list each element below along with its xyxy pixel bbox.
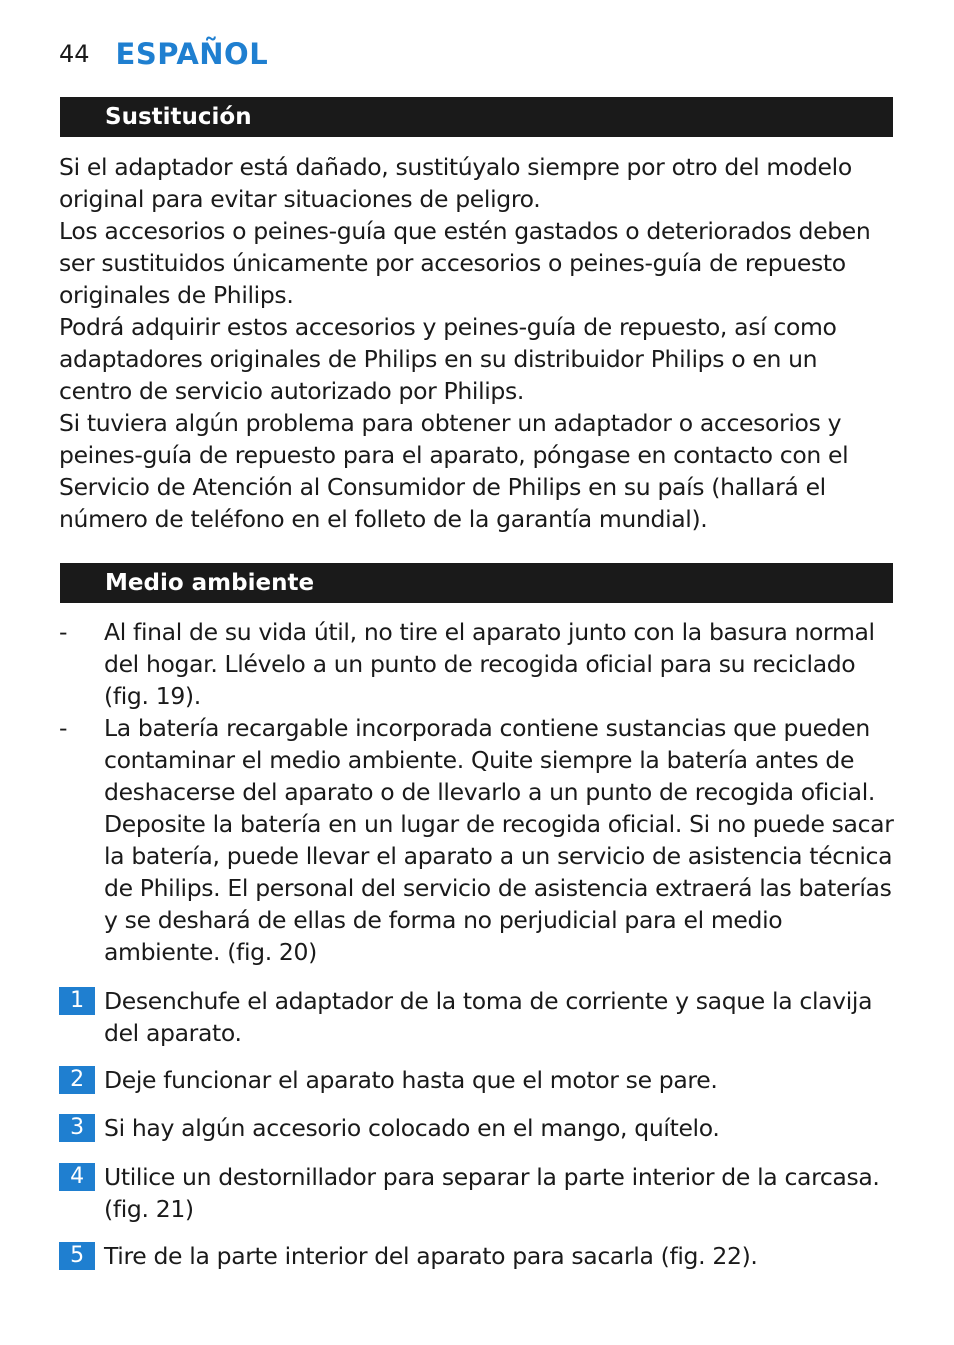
bullet-text: La batería recargable incorporada contiene sustancias que pueden contaminar el medio ambiente. Quite siempre la batería antes de deshacerse del aparato o de llevarlo a un punto de recogida oficial. Deposite la batería en un lugar de recogida oficial. Si no puede sacar la batería, puede llevar el aparato a un servicio de asistencia técnica de Philips. El personal del servicio de asistencia extraerá las baterías y se deshará de ellas de forma no perjudicial para el medio ambiente. (fig. 20)	[104, 714, 894, 966]
sustitucion-body	[59, 151, 897, 535]
step-text: Desenchufe el adaptador de la toma de corriente y saque la clavija del aparato.	[104, 987, 873, 1047]
language-heading: ESPAÑOL	[115, 37, 269, 71]
environment-bullet-list	[59, 616, 899, 968]
page-header	[59, 34, 268, 74]
list-item	[59, 616, 899, 712]
bullet-text: Al final de su vida útil, no tire el aparato junto con la basura normal del hogar. Llévelo a un punto de recogida oficial para su reciclado (fig. 19).	[104, 618, 875, 710]
step-5	[59, 1240, 899, 1272]
step-2	[59, 1064, 899, 1096]
step-number-badge: 2	[59, 1066, 95, 1094]
section-title-medio-ambiente: Medio ambiente	[60, 563, 893, 603]
step-text: Utilice un destornillador para separar la parte interior de la carcasa. (fig. 21)	[104, 1163, 880, 1223]
step-number-badge: 4	[59, 1163, 95, 1191]
paragraph: Los accesorios o peines-guía que estén gastados o deteriorados deben ser sustituidos únicamente por accesorios o peines-guía de repuesto originales de Philips.	[59, 217, 871, 309]
bullet-dash: -	[59, 618, 68, 646]
step-text: Si hay algún accesorio colocado en el mango, quítelo.	[104, 1114, 720, 1142]
paragraph: Si el adaptador está dañado, sustitúyalo siempre por otro del modelo original para evitar situaciones de peligro.	[59, 153, 852, 213]
list-item	[59, 712, 899, 968]
step-3	[59, 1112, 899, 1144]
paragraph: Podrá adquirir estos accesorios y peines-guía de repuesto, así como adaptadores originales de Philips en su distribuidor Philips o en un centro de servicio autorizado por Philips.	[59, 313, 837, 405]
step-4	[59, 1161, 899, 1225]
step-number-badge: 3	[59, 1114, 95, 1142]
step-text: Deje funcionar el aparato hasta que el motor se pare.	[104, 1066, 718, 1094]
page-number: 44	[59, 40, 90, 68]
paragraph: Si tuviera algún problema para obtener un adaptador o accesorios y peines-guía de repuesto para el aparato, póngase en contacto con el Servicio de Atención al Consumidor de Philips en su país (hallará el número de teléfono en el folleto de la garantía mundial).	[59, 409, 849, 533]
step-number-badge: 5	[59, 1242, 95, 1270]
step-number-badge: 1	[59, 987, 95, 1015]
step-text: Tire de la parte interior del aparato para sacarla (fig. 22).	[104, 1242, 758, 1270]
step-1	[59, 985, 899, 1049]
bullet-dash: -	[59, 714, 68, 742]
section-title-sustitucion: Sustitución	[60, 97, 893, 137]
